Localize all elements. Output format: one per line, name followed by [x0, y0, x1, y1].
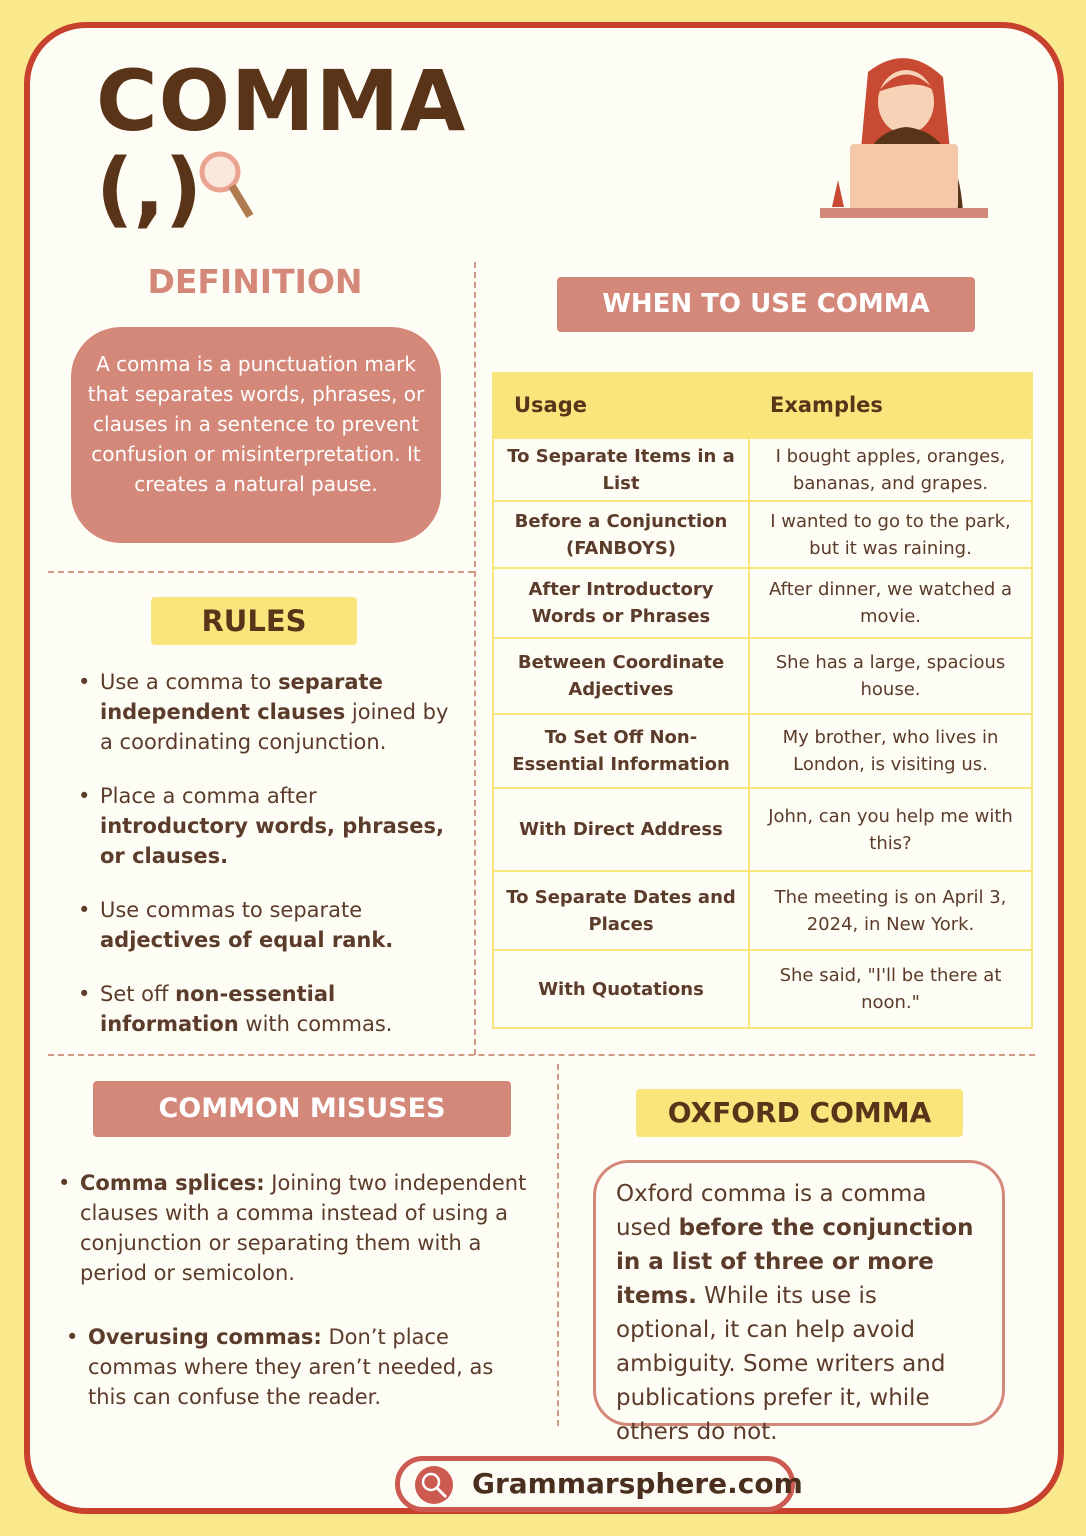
usage-cell: To Set Off Non-Essential Information [493, 714, 749, 788]
table-row [493, 568, 1032, 638]
search-logo-icon [414, 1465, 454, 1505]
example-cell: After dinner, we watched a movie. [749, 568, 1032, 638]
rule-item: • Use commas to separate adjectives of equal rank. [78, 895, 458, 955]
table-row [493, 788, 1032, 871]
example-cell: I wanted to go to the park, but it was raining. [749, 501, 1032, 568]
example-cell: John, can you help me with this? [749, 788, 1032, 871]
table-row [493, 438, 1032, 501]
example-cell: She has a large, spacious house. [749, 638, 1032, 714]
divider [48, 571, 474, 573]
example-cell: My brother, who lives in London, is visiting us. [749, 714, 1032, 788]
rule-item: • Place a comma after introductory words, phrases, or clauses. [78, 781, 458, 871]
rule-item: • Use a comma to separate independent clauses joined by a coordinating conjunction. [78, 667, 458, 757]
misuses-list [58, 1168, 528, 1436]
rule-item: • Set off non-essential information with commas. [78, 979, 458, 1039]
example-cell: I bought apples, oranges, bananas, and grapes. [749, 438, 1032, 501]
oxford-text: Oxford comma is a comma used before the conjunction in a list of three or more items. While its use is optional, it can help avoid ambiguity. Some writers and publications prefer it, while others do not. [593, 1160, 1005, 1426]
table-row [493, 501, 1032, 568]
col-examples: Examples [749, 373, 1032, 438]
oxford-heading: OXFORD COMMA [636, 1089, 963, 1137]
example-cell: The meeting is on April 3, 2024, in New York. [749, 871, 1032, 950]
definition-text: A comma is a punctuation mark that separates words, phrases, or clauses in a sentence to prevent confusion or misinterpretation. It creates a natural pause. [71, 327, 441, 543]
table-row [493, 950, 1032, 1028]
usage-cell: To Separate Dates and Places [493, 871, 749, 950]
divider [557, 1064, 559, 1426]
woman-laptop-illustration [818, 52, 990, 222]
usage-table [492, 372, 1033, 1029]
table-row [493, 871, 1032, 950]
rules-heading: RULES [151, 597, 357, 645]
rules-list [78, 667, 458, 1063]
page-title: COMMA [96, 52, 467, 150]
usage-cell: Between Coordinate Adjectives [493, 638, 749, 714]
usage-cell: After Introductory Words or Phrases [493, 568, 749, 638]
footer-badge[interactable] [395, 1456, 803, 1512]
misuse-item: • Overusing commas: Don’t place commas where they aren’t needed, as this can confuse the reader. [66, 1322, 528, 1412]
divider [474, 262, 476, 1055]
usage-cell: To Separate Items in a List [493, 438, 749, 501]
col-usage: Usage [493, 373, 749, 438]
definition-heading: DEFINITION [147, 262, 363, 301]
usage-cell: With Direct Address [493, 788, 749, 871]
table-row [493, 638, 1032, 714]
example-cell: She said, "I'll be there at noon." [749, 950, 1032, 1028]
comma-symbol: (,) [96, 142, 203, 237]
table-row [493, 714, 1032, 788]
magnifier-icon [198, 150, 258, 222]
misuse-item: • Comma splices: Joining two independent clauses with a comma instead of using a conjunction or separating them with a period or semicolon. [58, 1168, 528, 1288]
footer-site: Grammarsphere.com [472, 1467, 803, 1500]
when-heading: WHEN TO USE COMMA [557, 277, 975, 332]
usage-cell: With Quotations [493, 950, 749, 1028]
misuses-heading: COMMON MISUSES [93, 1081, 511, 1137]
usage-cell: Before a Conjunction (FANBOYS) [493, 501, 749, 568]
